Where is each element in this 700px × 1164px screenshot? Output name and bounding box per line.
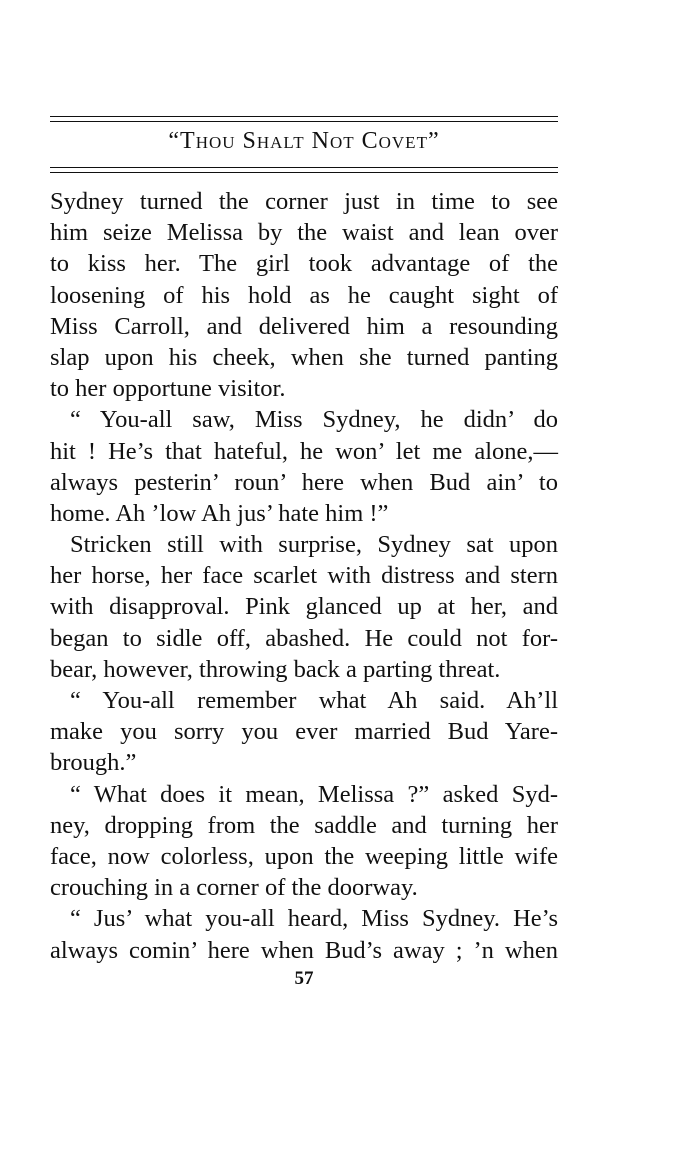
text-line: to her opportune visitor. — [50, 375, 286, 403]
body-text — [50, 186, 558, 966]
text-line: always pesterin’ roun’ here when Bud ain’ to — [50, 468, 558, 496]
text-line: began to sidle off, abashed. He could not for- — [50, 624, 558, 652]
text-line: with disapproval. Pink glanced up at her, and — [50, 593, 558, 621]
running-head — [50, 128, 558, 155]
text-line: her horse, her face scarlet with distress and stern — [50, 562, 558, 590]
running-head-title: “Thou Shalt Not Covet” — [168, 128, 440, 154]
text-line: home. Ah ’low Ah jus’ hate him !” — [50, 499, 389, 527]
header-rule-bottom — [50, 167, 558, 168]
text-line: Miss Carroll, and delivered him a resounding — [50, 312, 558, 340]
text-line: brough.” — [50, 749, 137, 777]
text-line: Sydney turned the corner just in time to see — [50, 188, 558, 215]
text-line: “ Jus’ what you-all heard, Miss Sydney. He’s — [70, 905, 558, 933]
text-line: ney, dropping from the saddle and turning her — [50, 811, 558, 839]
text-line: Stricken still with surprise, Sydney sat upon — [70, 531, 558, 559]
text-line: him seize Melissa by the waist and lean over — [50, 219, 558, 247]
text-line: hit ! He’s that hateful, he won’ let me alone,— — [50, 437, 558, 465]
text-line: bear, however, throwing back a parting threat. — [50, 655, 501, 683]
header-rule-bottom-double — [50, 172, 558, 173]
text-line: “ You-all saw, Miss Sydney, he didn’ do — [70, 406, 558, 434]
text-line: loosening of his hold as he caught sight of — [50, 281, 558, 309]
text-line: “ What does it mean, Melissa ?” asked Syd- — [70, 780, 558, 808]
header-rule-top-double — [50, 121, 558, 122]
text-line: “ You-all remember what Ah said. Ah’ll — [70, 687, 558, 714]
text-line: make you sorry you ever married Bud Yare- — [50, 718, 558, 746]
text-line: face, now colorless, upon the weeping little wife — [50, 842, 558, 870]
header-rule-top — [50, 116, 558, 117]
text-line: always comin’ here when Bud’s away ; ’n when — [50, 936, 558, 964]
page-number: 57 — [294, 968, 314, 989]
text-line: crouching in a corner of the doorway. — [50, 874, 418, 902]
text-line: slap upon his cheek, when she turned panting — [50, 343, 558, 371]
text-line: to kiss her. The girl took advantage of the — [50, 250, 558, 278]
